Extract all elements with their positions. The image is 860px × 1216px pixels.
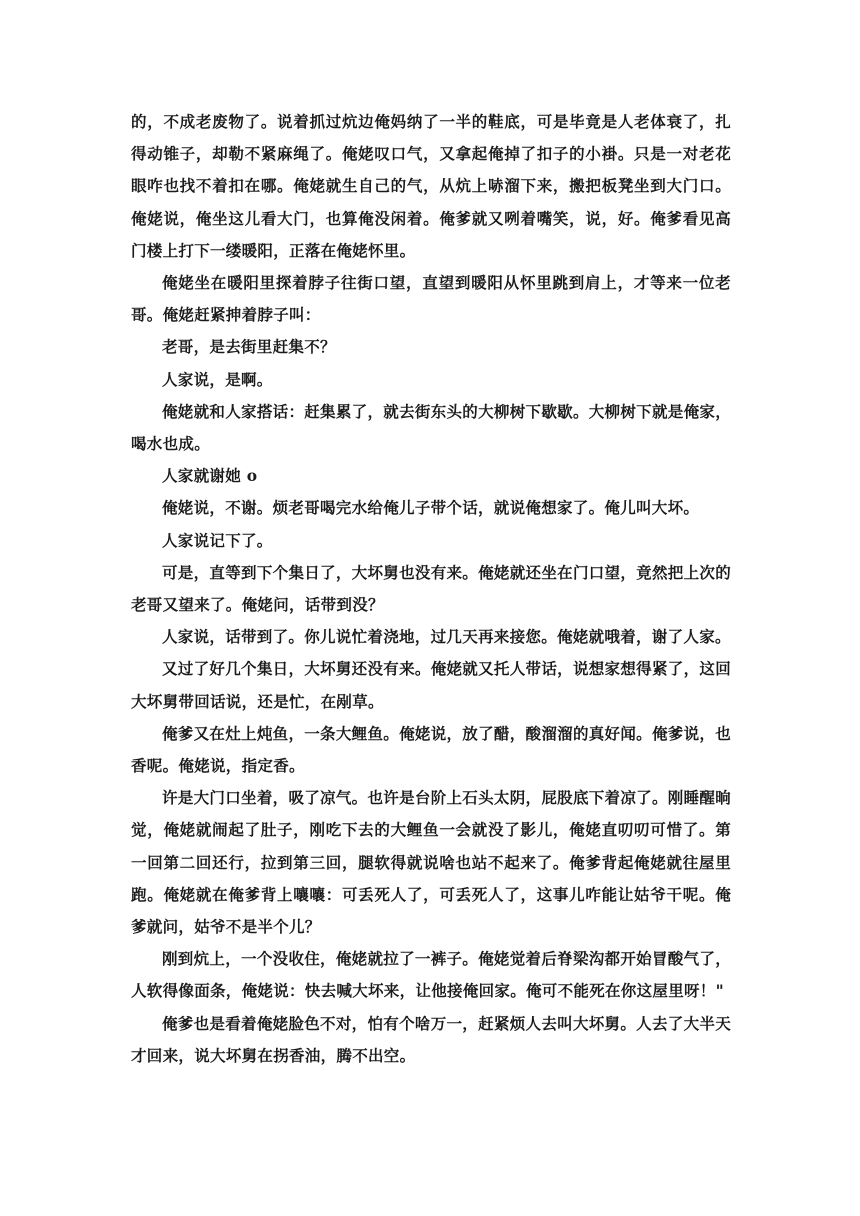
paragraph: 俺姥说，不谢。烦老哥喝完水给俺儿子带个话，就说俺想家了。俺儿叫大坏。	[162, 498, 700, 518]
paragraph: 的，不成老废物了。说着抓过炕边俺妈纳了一半的鞋底，可是毕竟是人老体衰了，扎得动锥子，却勒不紧麻绳了。俺姥叹口气，又拿起俺掉了扣子的小褂。只是一对老花眼咋也找不着扣在哪。俺姥就生自己的气，从炕上哧溜下来，搬把板凳坐到大门口。俺姥说，俺坐这儿看大门，也算俺没闲着。俺爹就又咧着嘴笑，说，好。俺爹看见高门楼上打下一缕暖阳，正落在俺姥怀里。	[131, 112, 731, 260]
paragraph: 俺姥坐在暖阳里探着脖子往街口望，直望到暖阳从怀里跳到肩上，才等来一位老哥。俺姥赶紧抻着脖子叫：	[131, 273, 731, 325]
paragraph: 又过了好几个集日，大坏舅还没有来。俺姥就又托人带话，说想家想得紧了，这回大坏舅带回话说，还是忙，在剐草。	[131, 659, 731, 711]
paragraph: 人家说记下了。	[162, 530, 273, 550]
paragraph: 人家就谢她 o	[162, 466, 258, 486]
paragraph: 许是大门口坐着，吸了凉气。也许是台阶上石头太阴，屁股底下着凉了。刚睡醒晌觉，俺姥就闹起了肚子，刚吃下去的大鲤鱼一会就没了影儿，俺姥直叨叨可惜了。第一回第二回还行，拉到第三回，腿软得就说啥也站不起来了。俺爹背起俺姥就往屋里跑。俺姥就在俺爹背上嚷嚷：可丢死人了，可丢死人了，这事儿咋能让姑爷干呢。俺爹就问，姑爷不是半个儿？	[131, 788, 731, 937]
paragraph: 俺爹也是看着俺姥脸色不对，怕有个啥万一，赶紧烦人去叫大坏舅。人去了大半天才回来，说大坏舅在拐香油，腾不出空。	[131, 1013, 731, 1065]
document-body	[131, 106, 731, 1072]
paragraph: 老哥，是去街里赶集不？	[162, 337, 336, 357]
paragraph: 人家说，是啊。	[162, 369, 273, 389]
paragraph: 可是，直等到下个集日了，大坏舅也没有来。俺姥就还坐在门口望，竟然把上次的老哥又望来了。俺姥问，话带到没？	[131, 562, 731, 615]
paragraph: 俺姥就和人家搭话：赶集累了，就去街东头的大柳树下歇歇。大柳树下就是俺家，喝水也成。	[131, 401, 731, 454]
paragraph: 人家说，话带到了。你儿说忙着浇地，过几天再来接您。俺姥就哦着，谢了人家。	[162, 627, 731, 647]
paragraph: 刚到炕上，一个没收住，俺姥就拉了一裤子。俺姥觉着后脊梁沟都开始冒酸气了，人软得像面条，俺姥说：快去喊大坏来，让他接俺回家。俺可不能死在你这屋里呀！"	[131, 949, 731, 1001]
paragraph: 俺爹又在灶上炖鱼，一条大鲤鱼。俺姥说，放了醋，酸溜溜的真好闻。俺爹说，也香呢。俺姥说，指定香。	[131, 723, 731, 776]
